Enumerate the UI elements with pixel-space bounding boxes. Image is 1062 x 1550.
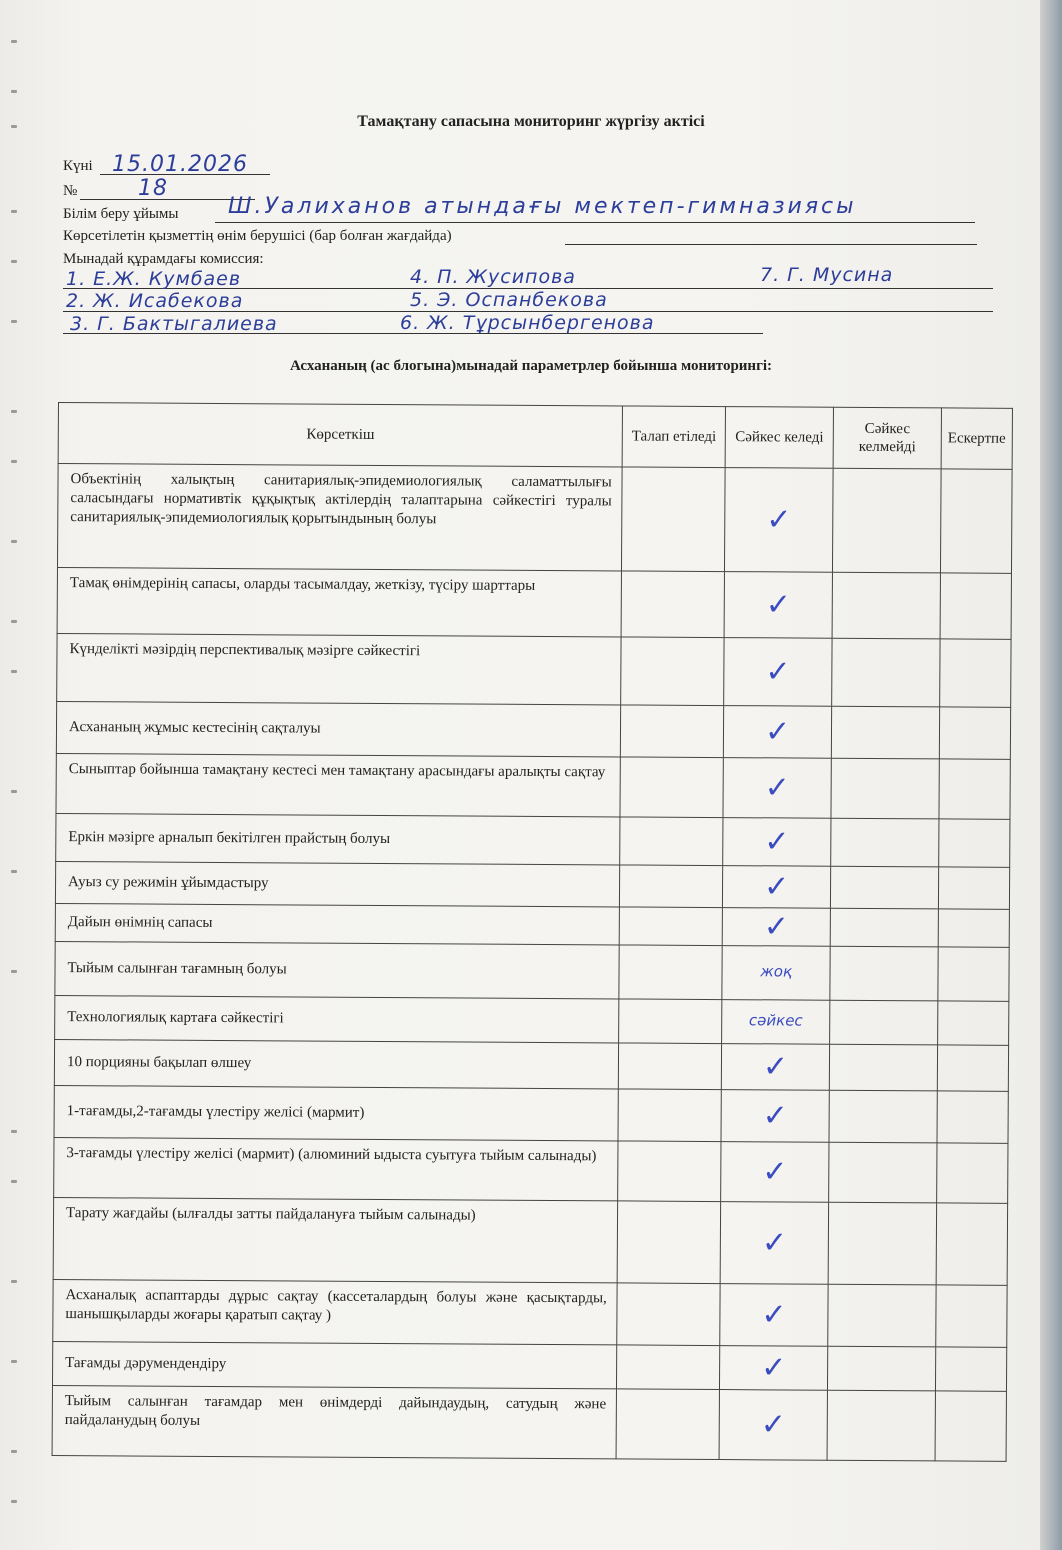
commission-member-5: 5. Э. Оспанбекова (410, 289, 608, 311)
note-cell (936, 1203, 1008, 1285)
table-row (57, 464, 1012, 574)
compliant-cell (720, 1346, 828, 1391)
noncompliant-cell (829, 1090, 937, 1143)
check-mark: ✓ (760, 1406, 787, 1442)
noncompliant-cell (831, 758, 939, 819)
required-cell (619, 1043, 722, 1090)
provider-line (63, 228, 452, 245)
compliant-cell (723, 866, 831, 909)
table-row (53, 1279, 1007, 1347)
page-edge-background (1040, 0, 1062, 1550)
compliant-cell (725, 468, 834, 573)
check-mark: ✓ (762, 1048, 789, 1084)
table-row (52, 1385, 1006, 1461)
compliant-cell (721, 1044, 829, 1091)
indicator-cell: 1-тағамды,2-тағамды үлестіру желісі (мармит) (54, 1085, 619, 1140)
commission-member-6: 6. Ж. Тұрсынбергенова (400, 312, 655, 334)
noncompliant-cell (830, 946, 938, 1001)
noncompliant-cell (828, 1284, 936, 1347)
check-mark: ✓ (764, 713, 791, 749)
number-value: 18 (138, 176, 168, 201)
noncompliant-cell (830, 866, 938, 909)
handwritten-note: жоқ (760, 962, 793, 981)
date-label: Күні (63, 158, 93, 174)
binder-marks (8, 30, 22, 1530)
required-cell (617, 1201, 720, 1284)
note-cell (935, 1347, 1006, 1391)
note-cell (939, 819, 1010, 867)
table-header-row (58, 403, 1012, 470)
noncompliant-cell (827, 1390, 935, 1461)
note-cell (937, 1045, 1008, 1091)
required-cell (617, 1345, 720, 1390)
required-cell (621, 637, 724, 706)
noncompliant-cell (828, 1346, 936, 1391)
compliant-cell (723, 758, 831, 819)
table-row (53, 1197, 1007, 1285)
indicator-cell: Тағамды дәрумендендіру (52, 1341, 617, 1388)
section-title: Асхананың (ас блогына)мынадай параметрлер бойынша мониторингі: (289, 358, 773, 374)
noncompliant-cell (830, 908, 938, 947)
compliant-cell (721, 1090, 829, 1143)
note-cell (938, 909, 1009, 947)
check-mark: ✓ (761, 1349, 787, 1385)
required-cell (622, 467, 726, 572)
noncompliant-cell (830, 1000, 938, 1045)
indicator-cell: Сыныптар бойынша тамақтану кестесі мен тамақтану арасындағы аралықты сақтау (56, 753, 621, 816)
commission-member-3: 3. Г. Бактыгалиева (70, 313, 278, 335)
required-cell (620, 817, 723, 866)
noncompliant-cell (829, 1142, 937, 1203)
monitoring-table (52, 402, 1013, 1462)
table-row (55, 903, 1009, 947)
provider-label: Көрсетілетін қызметтің өнім берушісі (бар болған жағдайда) (63, 228, 452, 244)
check-mark: ✓ (765, 653, 791, 689)
number-line (63, 183, 77, 200)
note-cell (937, 1143, 1008, 1203)
org-value: Ш.Уалиханов атындағы мектеп-гимназиясы (228, 194, 857, 219)
required-cell (619, 945, 722, 1000)
header-indicator: Көрсеткіш (58, 403, 623, 467)
noncompliant-cell (831, 706, 939, 759)
required-cell (621, 571, 724, 638)
note-cell (940, 573, 1011, 639)
commission-member-4: 4. П. Жусипова (410, 266, 576, 288)
compliant-cell (720, 1202, 828, 1285)
document-title: Тамақтану сапасына мониторинг жүргізу актісі (357, 113, 705, 130)
indicator-cell: Күнделікті мәзірдің перспективалық мәзірге сәйкестігі (57, 633, 622, 704)
date-line (63, 158, 93, 175)
compliant-cell (723, 706, 831, 759)
noncompliant-cell (828, 1202, 936, 1285)
indicator-cell: Асханалық аспаптарды дұрыс сақтау (кассеталардың болуы және қасықтарды, шанышқыларды жоғары қаратып сақтау ) (53, 1279, 618, 1344)
check-mark: ✓ (764, 823, 790, 859)
noncompliant-cell (831, 818, 939, 867)
required-cell (619, 999, 722, 1044)
compliant-cell (719, 1390, 827, 1461)
check-mark: ✓ (763, 868, 790, 904)
indicator-cell: Еркін мәзірге арналып бекітілген прайстың болуы (56, 813, 621, 864)
note-cell (939, 707, 1010, 759)
required-cell (616, 1389, 719, 1460)
date-value: 15.01.2026 (112, 152, 248, 177)
required-cell (619, 907, 722, 946)
indicator-cell: Технологиялық картаға сәйкестігі (55, 995, 620, 1042)
note-cell (935, 1391, 1006, 1461)
required-cell (620, 865, 723, 908)
org-label: Білім беру ұйымы (63, 206, 179, 222)
header-required: Талап етіледі (622, 406, 725, 468)
compliant-cell (720, 1284, 828, 1347)
indicator-cell: 3-тағамды үлестіру желісі (мармит) (алюминий ыдыста суытуға тыйым салынады) (54, 1137, 619, 1200)
number-label: № (63, 183, 78, 199)
provider-underline (565, 228, 977, 245)
indicator-cell: Тарату жағдайы (ылғалды затты пайдалануға тыйым салынады) (53, 1197, 618, 1282)
check-mark: ✓ (763, 908, 790, 944)
indicator-cell: Дайын өнімнің сапасы (55, 903, 619, 944)
check-mark: ✓ (765, 586, 792, 622)
table-row (56, 753, 1010, 819)
header-compliant: Сәйкес келеді (725, 407, 833, 469)
compliant-cell (724, 572, 832, 639)
check-mark: ✓ (761, 1224, 788, 1260)
check-mark: ✓ (764, 769, 790, 805)
indicator-cell: Объектінің халықтың санитариялық-эпидемиологиялық саламаттылығы саласындағы нормативтік құқықтық актілердің талаптарына сәйкестігі туралы санитариялық-эпидемиологиялық қорытындының болуы (57, 464, 622, 571)
note-cell (938, 1001, 1009, 1045)
table-row (52, 1341, 1006, 1391)
note-cell (938, 947, 1009, 1001)
table-row (57, 567, 1011, 639)
header-noncompliant: Сәйкес келмейді (833, 407, 941, 469)
note-cell (936, 1285, 1007, 1347)
indicator-cell: Тыйым салынған тағамдар мен өнімдерді дайындаудың, сатудың және пайдаланудың болуы (52, 1385, 617, 1458)
commission-member-7: 7. Г. Мусина (760, 264, 894, 286)
required-cell (618, 1089, 721, 1142)
note-cell (940, 469, 1012, 573)
note-cell (939, 759, 1010, 819)
table-row (57, 633, 1011, 707)
table-row (55, 941, 1009, 1001)
noncompliant-cell (829, 1044, 937, 1091)
note-cell (940, 639, 1011, 707)
org-line (63, 206, 179, 223)
table-row (56, 701, 1010, 759)
commission-label: Мынадай құрамдағы комиссия: (63, 251, 264, 267)
indicator-cell: Тыйым салынған тағамның болуы (55, 941, 620, 998)
check-mark: ✓ (761, 1296, 787, 1332)
indicator-cell: Ауыз су режимін ұйымдастыру (55, 861, 620, 906)
table-row (55, 995, 1009, 1045)
compliant-cell (721, 1142, 829, 1203)
table-row (54, 1085, 1008, 1143)
indicator-cell: Тамақ өнімдерінің сапасы, оларды тасымалдау, жеткізу, түсіру шарттары (57, 567, 622, 636)
note-cell (938, 867, 1009, 909)
table-row (55, 861, 1009, 909)
required-cell (621, 705, 724, 758)
compliant-cell (723, 818, 831, 867)
note-cell (937, 1091, 1008, 1143)
noncompliant-cell (832, 572, 940, 639)
check-mark: ✓ (766, 501, 792, 537)
compliant-cell (724, 638, 832, 707)
compliant-cell (722, 946, 830, 1001)
commission-line (63, 251, 264, 268)
commission-member-1: 1. Е.Ж. Кумбаев (66, 268, 242, 290)
noncompliant-cell (833, 468, 942, 573)
compliant-cell (722, 1000, 830, 1045)
table-row (56, 813, 1010, 867)
required-cell (620, 757, 723, 818)
header-note: Ескертпе (941, 408, 1012, 469)
check-mark: ✓ (762, 1153, 788, 1189)
noncompliant-cell (832, 638, 940, 707)
indicator-cell: Асхананың жұмыс кестесінің сақталуы (56, 701, 621, 756)
table-row (54, 1039, 1008, 1091)
check-mark: ✓ (762, 1097, 788, 1133)
required-cell (617, 1283, 720, 1346)
compliant-cell (722, 908, 830, 947)
commission-member-2: 2. Ж. Исабекова (66, 290, 244, 312)
required-cell (618, 1141, 721, 1202)
table-row (54, 1137, 1008, 1203)
handwritten-note: сәйкес (748, 1011, 803, 1030)
indicator-cell: 10 порцияны бақылап өлшеу (54, 1039, 619, 1088)
